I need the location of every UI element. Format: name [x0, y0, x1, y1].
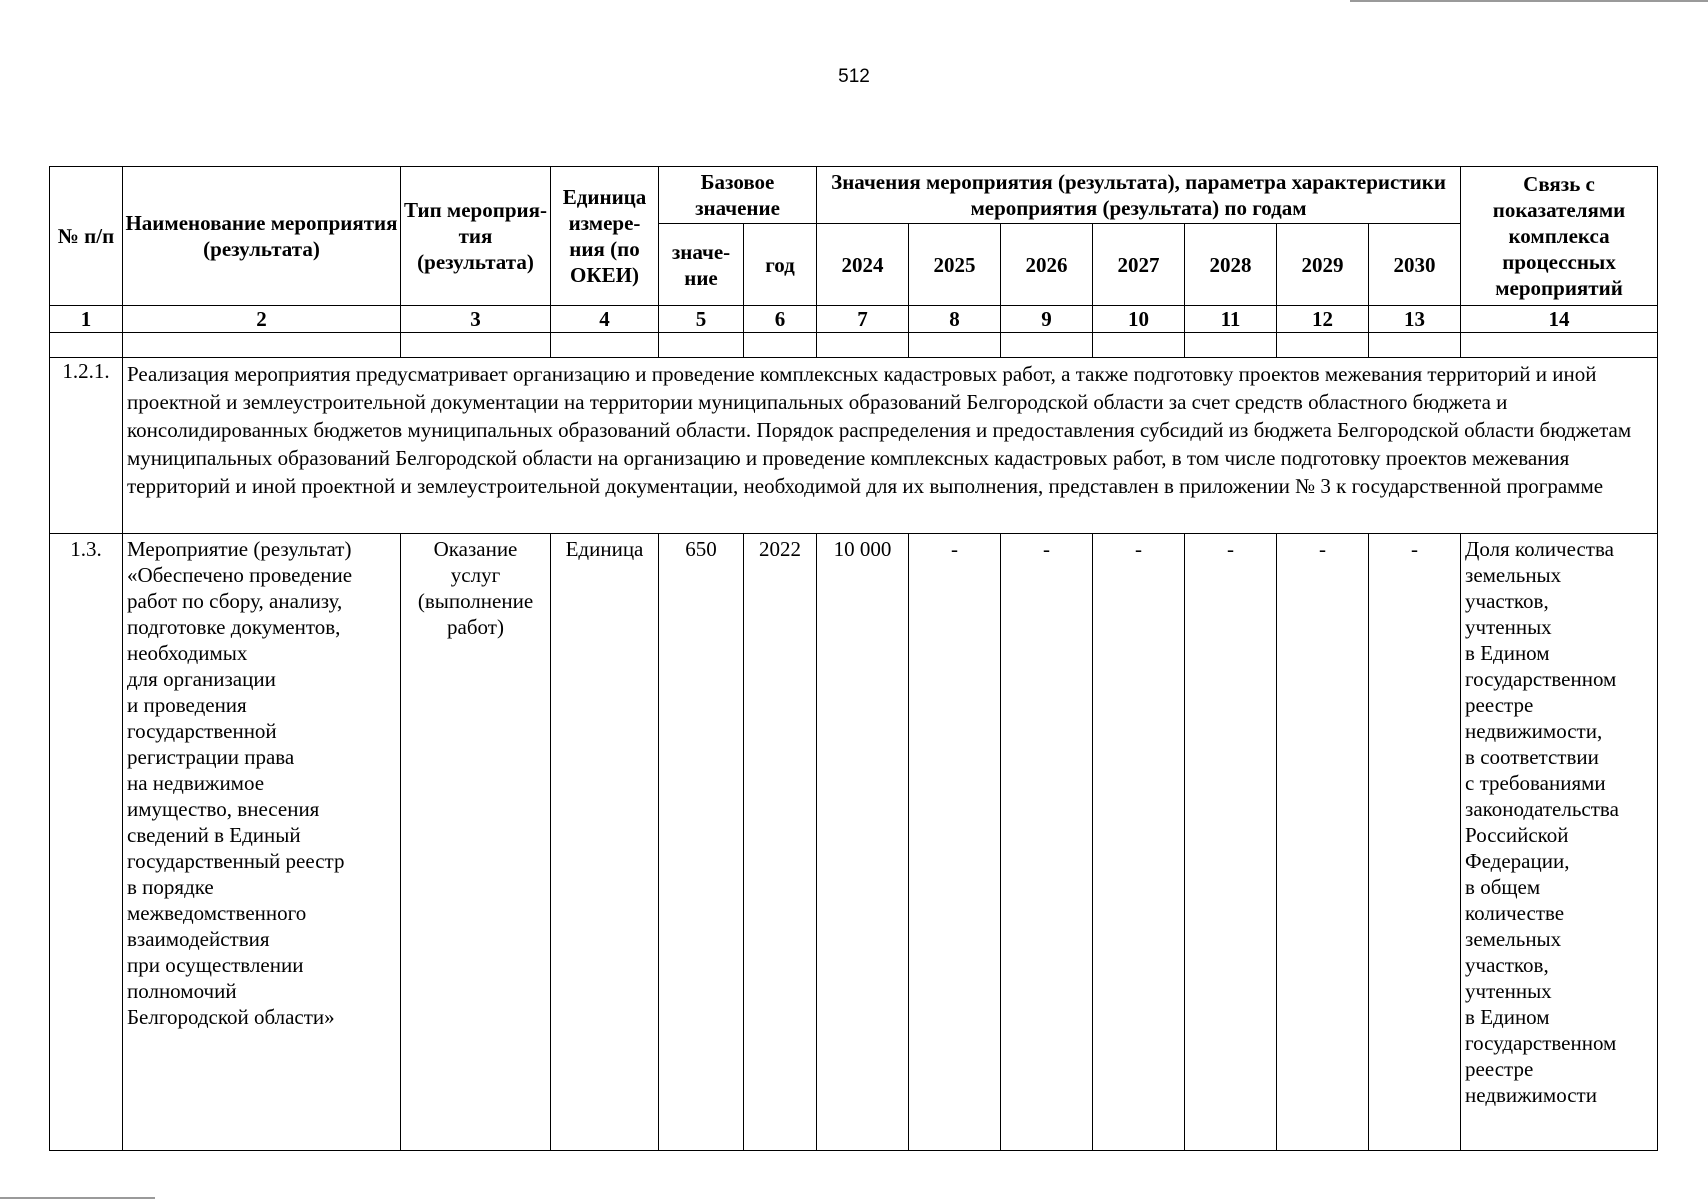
activity-type-line: работ): [447, 615, 504, 639]
empty-row: [50, 333, 1658, 358]
year-value-cell: -: [909, 534, 1001, 1151]
indicator-link-line: реестре: [1465, 1057, 1534, 1081]
activity-name-line: «Обеспечено проведение: [127, 563, 353, 587]
indicator-link-line: в соответствии: [1465, 745, 1599, 769]
row-code: 1.3.: [50, 534, 123, 1151]
activity-name-line: работ по сбору, анализу,: [127, 589, 343, 613]
year-value-cell: -: [1277, 534, 1369, 1151]
activity-name-line: и проведения: [127, 693, 247, 717]
activity-name-line: имущество, внесения: [127, 797, 320, 821]
column-number: 1: [50, 306, 123, 333]
header-year: 2025: [909, 224, 1001, 306]
column-number: 7: [817, 306, 909, 333]
year-value-cell: -: [1001, 534, 1093, 1151]
activity-name-line: в порядке: [127, 875, 214, 899]
indicator-link-line: Доля количества: [1465, 537, 1614, 561]
column-number: 13: [1369, 306, 1461, 333]
header-num: № п/п: [50, 167, 123, 306]
page-number: 512: [838, 66, 870, 87]
header-year: 2026: [1001, 224, 1093, 306]
indicator-link-line: Федерации,: [1465, 849, 1570, 873]
indicator-link-line: земельных: [1465, 927, 1562, 951]
base-value-cell: 650: [659, 534, 744, 1151]
note-text: Реализация мероприятия предусматривает организацию и проведение комплексных кадастровых работ, а также подготовку проектов межевания территорий и иной проектной и землеустроительной документации на территории муниципальных образований Белгородской области за счет средств областного бюджета и консолидированных бюджетов муниципальных образований области. Порядок распределения и предоставления субсидий из бюджета Белгородской области бюджетам муниципальных образований Белгородской области на организацию и проведение комплексных кадастровых работ, в том числе подготовку проектов межевания территорий и иной проектной и землеустроительной документации, необходимой для их выполнения, представлен в приложении № 3 к государственной программе: [123, 358, 1658, 534]
activity-name-line: полномочий: [127, 979, 237, 1003]
indicator-link-line: в Едином: [1465, 641, 1550, 665]
column-number: 8: [909, 306, 1001, 333]
column-number: 11: [1185, 306, 1277, 333]
activity-name-line: государственный реестр: [127, 849, 345, 873]
indicator-link-line: Российской: [1465, 823, 1569, 847]
header-unit: Единица измере-ния (по ОКЕИ): [551, 167, 659, 306]
activity-name-line: взаимодействия: [127, 927, 270, 951]
column-number: 9: [1001, 306, 1093, 333]
indicator-link-line: государственном: [1465, 667, 1617, 691]
indicator-link-line: с требованиями: [1465, 771, 1606, 795]
column-number: 12: [1277, 306, 1369, 333]
indicator-link-line: участков,: [1465, 953, 1549, 977]
activity-name-line: межведомственного: [127, 901, 307, 925]
activity-type-line: Оказание: [433, 537, 518, 561]
activity-name-line: при осуществлении: [127, 953, 304, 977]
activity-name-line: на недвижимое: [127, 771, 265, 795]
activity-name-line: сведений в Единый: [127, 823, 301, 847]
header-base: Базовое значение: [659, 167, 817, 224]
header-year: 2029: [1277, 224, 1369, 306]
header-base-year: год: [744, 224, 817, 306]
column-number: 5: [659, 306, 744, 333]
indicator-link: [1461, 534, 1658, 1151]
header-year: 2028: [1185, 224, 1277, 306]
activity-name-line: Белгородской области»: [127, 1005, 335, 1029]
scan-edge-top: [1350, 0, 1708, 2]
column-number: 14: [1461, 306, 1658, 333]
indicator-link-line: недвижимости: [1465, 1083, 1597, 1107]
column-number: 3: [401, 306, 551, 333]
header-base-value: значе-ние: [659, 224, 744, 306]
indicator-link-line: учтенных: [1465, 979, 1552, 1003]
header-type: Тип мероприя-тия (результата): [401, 167, 551, 306]
indicator-link-line: недвижимости,: [1465, 719, 1603, 743]
activity-name-line: необходимых: [127, 641, 248, 665]
column-number: 6: [744, 306, 817, 333]
indicator-link-line: количестве: [1465, 901, 1565, 925]
activity-name-line: регистрации права: [127, 745, 295, 769]
results-table: [49, 166, 1658, 1151]
activity-name-line: для организации: [127, 667, 276, 691]
indicator-link-line: государственном: [1465, 1031, 1617, 1055]
year-value-cell: -: [1369, 534, 1461, 1151]
column-number: 2: [123, 306, 401, 333]
indicator-link-line: реестре: [1465, 693, 1534, 717]
year-value-cell: -: [1185, 534, 1277, 1151]
year-value-cell: -: [1093, 534, 1185, 1151]
table-row: [50, 534, 1658, 1151]
activity-name-line: подготовке документов,: [127, 615, 341, 639]
indicator-link-line: законодательства: [1465, 797, 1619, 821]
header-link: Связь с показателями комплекса процессных мероприятий: [1461, 167, 1658, 306]
activity-name-line: государственной: [127, 719, 277, 743]
year-value-cell: 10 000: [817, 534, 909, 1151]
column-number: 4: [551, 306, 659, 333]
indicator-link-line: в Едином: [1465, 1005, 1550, 1029]
indicator-link-line: в общем: [1465, 875, 1541, 899]
indicator-link-line: учтенных: [1465, 615, 1552, 639]
scan-edge-bottom: [0, 1197, 155, 1199]
unit-cell: Единица: [551, 534, 659, 1151]
column-number: 10: [1093, 306, 1185, 333]
header-values: Значения мероприятия (результата), параметра характеристики мероприятия (результата) по годам: [817, 167, 1461, 224]
note-row: [50, 358, 1658, 534]
header-year: 2030: [1369, 224, 1461, 306]
header-name: Наименование мероприятия (результата): [123, 167, 401, 306]
activity-name-line: Мероприятие (результат): [127, 537, 352, 561]
base-year-cell: 2022: [744, 534, 817, 1151]
activity-type-line: (выполнение: [417, 589, 534, 613]
indicator-link-line: земельных: [1465, 563, 1562, 587]
indicator-link-line: участков,: [1465, 589, 1549, 613]
activity-type-line: услуг: [450, 563, 501, 587]
activity-name: [123, 534, 401, 1151]
header-year: 2027: [1093, 224, 1185, 306]
activity-type: [401, 534, 551, 1151]
row-code: 1.2.1.: [50, 358, 123, 534]
header-year: 2024: [817, 224, 909, 306]
